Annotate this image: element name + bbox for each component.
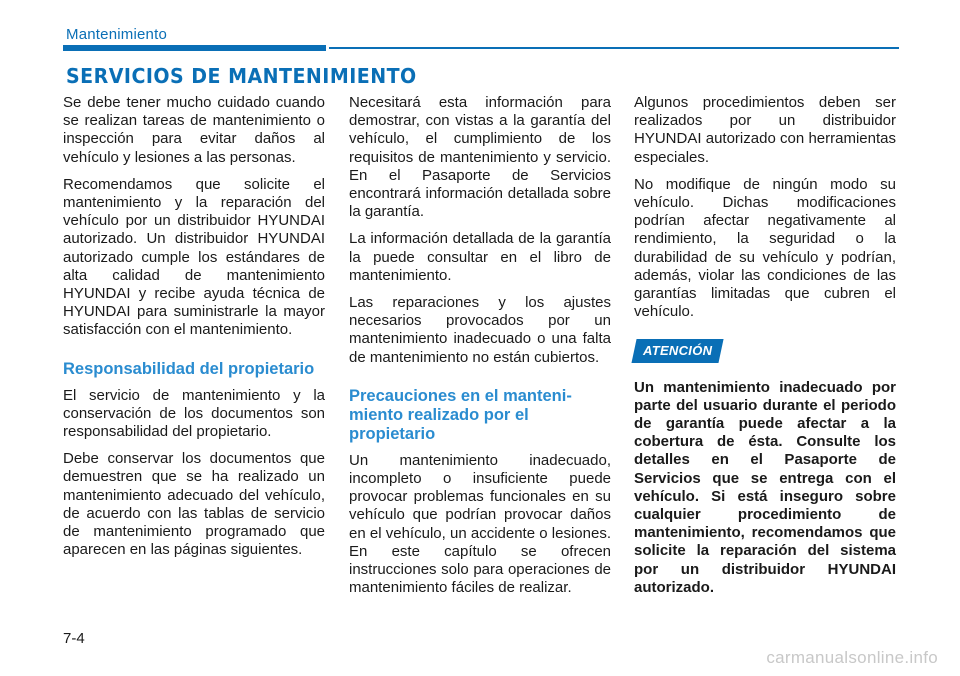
paragraph: Las reparaciones y los ajustes necesarios provocados por un mantenimiento inadecuado o una falta de mantenimiento no están cubiertos. [349,294,611,366]
subheading-owner-precautions: Precauciones en el manteni-miento realizado por el propietario [349,386,572,443]
column-3 [634,94,896,606]
header-bar-thick [63,45,326,51]
paragraph: Se debe tener mucho cuidado cuando se realizan tareas de mantenimiento o inspección para evitar daños al vehículo y lesiones a las personas. [63,94,325,166]
column-1 [63,94,325,568]
page-title: SERVICIOS DE MANTENIMIENTO [66,64,417,88]
header-bar-thin [329,47,899,49]
paragraph: Un mantenimiento inadecuado, incompleto o insuficiente puede provocar problemas funcionales en su vehículo que podrían provocar daños en el vehículo, un accidente o lesiones. En este capítulo se ofrecen instrucciones solo para operaciones de mantenimiento fáciles de realizar. [349,451,611,597]
attention-badge-label: ATENCIÓN [643,343,713,359]
page-number: 7-4 [63,630,85,647]
section-label: Mantenimiento [66,26,167,43]
paragraph: La información detallada de la garantía la puede consultar en el libro de mantenimiento. [349,230,611,284]
paragraph: Debe conservar los documentos que demuestren que se ha realizado un mantenimiento adecuado del vehículo, de acuerdo con las tablas de servicio de mantenimiento programado que aparecen en las páginas siguientes. [63,450,325,559]
column-2 [349,94,611,606]
attention-badge [631,339,723,363]
paragraph: El servicio de mantenimiento y la conservación de los documentos son responsabilidad del propietario. [63,386,325,441]
paragraph: Algunos procedimientos deben ser realizados por un distribuidor HYUNDAI autorizado con herramientas especiales. [634,94,896,166]
paragraph: Necesitará esta información para demostrar, con vistas a la garantía del vehículo, el cumplimiento de los requisitos de mantenimiento y servicio. En el Pasaporte de Servicios encontrará información detallada sobre la garantía. [349,94,611,221]
paragraph: No modifique de ningún modo su vehículo. Dichas modificaciones podrían afectar negativamente al rendimiento, la seguridad o la durabilidad de su vehículo y podrían, además, violar las condiciones de las garantías limitadas que cubren el vehículo. [634,175,896,321]
paragraph: Recomendamos que solicite el mantenimiento y la reparación del vehículo por un distribuidor HYUNDAI autorizado. Un distribuidor HYUNDAI autorizado cumple los estándares de alta calidad de mantenimiento HYUNDAI y recibe ayuda técnica de HYUNDAI para suministrarle la mayor satisfacción con el mantenimiento. [63,175,325,339]
watermark: carmanualsonline.info [766,648,938,667]
warning-text: Un mantenimiento inadecuado por parte del usuario durante el periodo de garantía puede afectar a la cobertura de ésta. Consulte los detalles en el Pasaporte de Servicios que se entrega con el vehículo. Si está inseguro sobre cualquier procedimiento de mantenimiento, recomendamos que solicite la reparación del sistema por un distribuidor HYUNDAI autorizado. [634,378,896,596]
subheading-owner-responsibility: Responsabilidad del propietario [63,359,315,378]
